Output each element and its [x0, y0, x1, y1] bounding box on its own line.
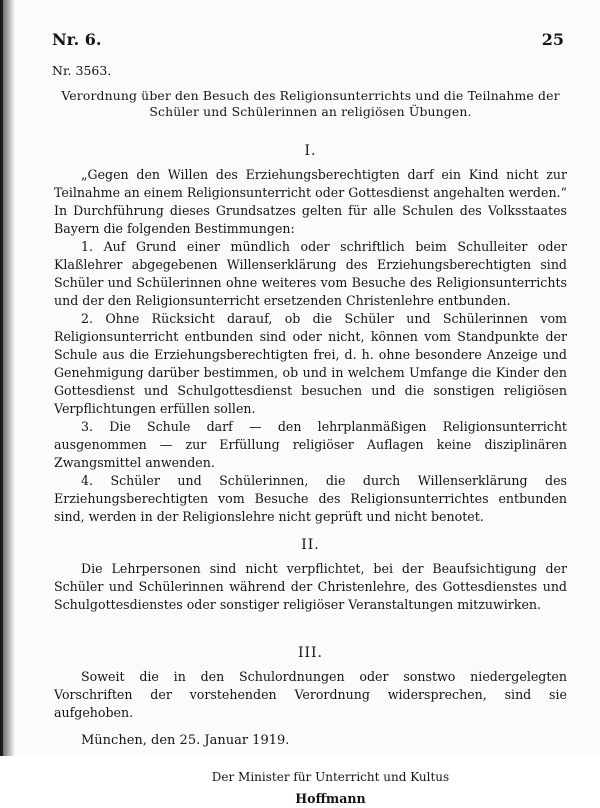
section-numeral-2: II.	[301, 537, 320, 553]
section-numeral-1: I.	[304, 143, 317, 159]
page-header	[52, 30, 564, 49]
date-line: München, den 25. Januar 1919.	[81, 733, 290, 748]
section-3-text: Soweit die in den Schulordnungen oder sonstwo niedergelegten Vorschriften der vorstehenden Verordnung widersprechen, sind sie aufgehoben.	[54, 669, 567, 720]
issue-number: Nr. 6.	[52, 30, 102, 49]
page-number: 25	[541, 30, 564, 49]
section-1-intro: „Gegen den Willen des Erziehungsberechtigten darf ein Kind nicht zur Teilnahme an einem Religionsunterricht oder Gottesdienst angehalten werden.“ In Durchführung dieses Grundsatzes gelten für alle Schulen des Volksstaates Bayern die folgenden Bestimmungen:	[54, 167, 567, 236]
minister-title: Der Minister für Unterricht und Kultus	[211, 770, 450, 784]
page-edge-shadow	[3, 0, 15, 756]
section-1-item-1: 1. Auf Grund einer mündlich oder schriftlich beim Schulleiter oder Klaßlehrer abgegebenen Willenserklärung des Erziehungsberechtigten sind Schüler und Schülerinnen ohne weiteres vom Besuche des Religionsunterrichts und der den Religionsunterricht ersetzenden Christenlehre entbunden.	[54, 239, 567, 308]
section-1-item-2: 2. Ohne Rücksicht darauf, ob die Schüler und Schülerinnen vom Religionsunterricht entbunden sind oder nicht, können vom Standpunkte der Schule aus die Erziehungsberechtigten frei, d. h. ohne besondere Anzeige und Genehmigung darüber bestimmen, ob und in welchem Umfange die Kinder den Gottesdienst und Schulgottesdienst besuchen und die sonstigen religiösen Verpflichtungen erfüllen sollen.	[54, 311, 567, 416]
section-1-item-3: 3. Die Schule darf — den lehrplanmäßigen Religionsunterricht ausgenommen — zur Erfüllung religiöser Auflagen keine disziplinären Zwangsmittel anwenden.	[54, 419, 567, 470]
section-1-item-4: 4. Schüler und Schülerinnen, die durch Willenserklärung des Erziehungsberechtigten vom Besuche des Religionsunterrichtes entbunden sind, werden in der Religionslehre nicht geprüft und nicht benotet.	[54, 473, 567, 524]
section-2-text: Die Lehrpersonen sind nicht verpflichtet, bei der Beaufsichtigung der Schüler und Schülerinnen während der Christenlehre, des Gottesdienstes und Schulgottesdienstes oder sonstiger religiöser Veranstaltungen mitzuwirken.	[54, 561, 567, 612]
document-body	[54, 88, 567, 808]
document-reference: Nr. 3563.	[52, 63, 112, 78]
ordinance-title: Verordnung über den Besuch des Religionsunterrichts und die Teilnahme der Schüler und Schülerinnen an religiösen Übungen.	[61, 88, 560, 119]
signature: Hoffmann	[295, 791, 366, 806]
section-numeral-3: III.	[297, 645, 324, 661]
